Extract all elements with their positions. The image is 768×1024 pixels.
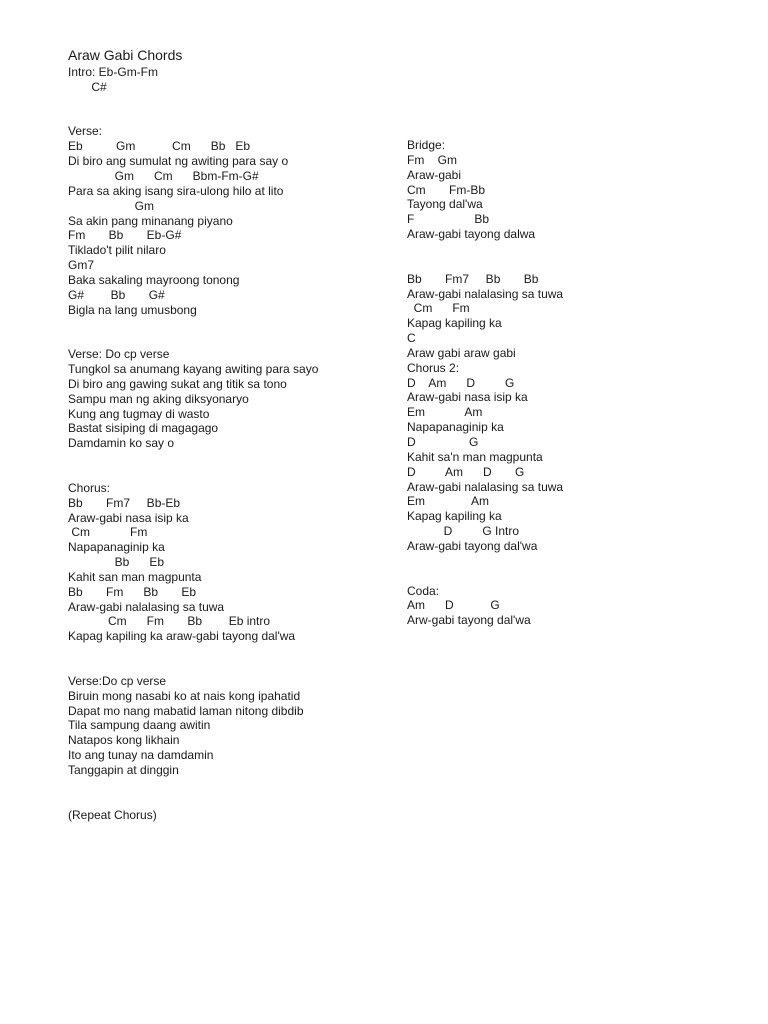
- lyric-line-left: Verse:Do cp verse: [68, 673, 167, 688]
- lyric-line-left: C#: [68, 79, 107, 94]
- lyric-line-left: (Repeat Chorus): [68, 807, 157, 822]
- lyric-line-left: Damdamin ko say o: [68, 436, 175, 451]
- lyric-line-right: Fm Gm: [407, 152, 457, 167]
- lyric-line-left: Bastat sisiping di magagago: [68, 421, 219, 436]
- lyric-line-right: Araw gabi araw gabi: [407, 345, 516, 360]
- lyric-line-left: Di biro ang sumulat ng awiting para say o: [68, 154, 289, 169]
- lyric-line-left: Ito ang tunay na damdamin: [68, 748, 214, 763]
- lyric-line-right: Coda:: [407, 583, 440, 598]
- lyric-line-left: G# Bb G#: [68, 287, 165, 302]
- lyric-line-left: Tungkol sa anumang kayang awiting para sayo: [68, 362, 319, 376]
- lyric-line-left: Bigla na lang umusbong: [68, 302, 197, 317]
- lyric-line-right: Kapag kapiling ka: [407, 509, 502, 524]
- lyric-line-left: Bb Fm7 Bb-Eb: [68, 495, 181, 510]
- lyric-line-right: Araw-gabi: [407, 167, 462, 182]
- lyric-line-right: Arw-gabi tayong dal'wa: [407, 613, 531, 628]
- lyric-line-left: Intro: Eb-Gm-Fm: [68, 65, 159, 79]
- lyric-line-right: D G: [407, 435, 479, 449]
- lyric-line-right: F Bb: [407, 212, 490, 227]
- lyric-line-right: Em Am: [407, 494, 490, 509]
- lyric-line-left: Kapag kapiling ka araw-gabi tayong dal'wa: [68, 629, 296, 644]
- lyric-line-left: Natapos kong likhain: [68, 733, 180, 748]
- lyric-line-left: Araw-gabi nasa isip ka: [68, 510, 189, 525]
- lyric-line-right: Araw-gabi tayong dalwa: [407, 227, 536, 242]
- lyric-line-left: Kahit san man magpunta: [68, 569, 202, 584]
- lyric-line-left: Gm7: [68, 258, 95, 273]
- lyric-line-left: Tiklado't pilit nilaro: [68, 243, 166, 258]
- lyric-line-right: Bb Fm7 Bb Bb: [407, 271, 539, 286]
- lyric-line-right: Kahit sa'n man magpunta: [407, 449, 543, 464]
- lyric-line-left: Tanggapin at dinggin: [68, 762, 179, 777]
- lyric-line-right: D Am D G: [407, 464, 525, 479]
- lyric-line-right: Kapag kapiling ka: [407, 316, 502, 331]
- lyric-line-right: D G Intro: [407, 524, 520, 539]
- lyric-line-right: Am D G: [407, 598, 500, 613]
- lyric-line-right: Chorus 2:: [407, 360, 460, 375]
- lyric-line-left: Sampu man ng aking diksyonaryo: [68, 391, 249, 406]
- lyric-line-left: Bb Eb: [68, 555, 165, 570]
- lyric-line-right: Araw-gabi nalalasing sa tuwa: [407, 479, 564, 494]
- lyric-line-right: Araw-gabi tayong dal'wa: [407, 538, 538, 553]
- lyric-line-right: Em Am: [407, 405, 483, 420]
- lyric-line-left: Baka sakaling mayroong tonong: [68, 272, 240, 287]
- lyric-line-left: Gm Cm Bbm-Fm-G#: [68, 168, 259, 183]
- lyric-line-right: D Am D G: [407, 375, 515, 390]
- lyric-line-left: Cm Fm Bb Eb intro: [68, 614, 271, 629]
- lyric-line-right: C: [407, 331, 416, 346]
- lyric-line-left: Tila sampung daang awitin: [68, 718, 211, 733]
- lyric-line-left: Eb Gm Cm Bb Eb: [68, 139, 251, 154]
- lyric-line-left: Di biro ang gawing sukat ang titik sa tono: [68, 376, 287, 391]
- page-title: Araw Gabi Chords: [68, 47, 183, 63]
- lyric-line-left: Biruin mong nasabi ko at nais kong ipahatid: [68, 688, 301, 703]
- lyric-line-left: Chorus:: [68, 480, 111, 495]
- lyric-line-right: Bridge:: [407, 138, 446, 152]
- lyric-line-left: Gm: [68, 198, 155, 213]
- lyric-line-left: Verse: Do cp verse: [68, 347, 170, 362]
- lyric-line-right: Cm Fm-Bb: [407, 182, 485, 197]
- lyric-line-left: Verse:: [68, 124, 103, 139]
- lyric-line-right: Tayong dal'wa: [407, 197, 483, 212]
- lyric-line-right: Araw-gabi nasa isip ka: [407, 390, 528, 405]
- lyric-line-left: Cm Fm: [68, 525, 148, 540]
- lyric-line-left: Fm Bb Eb-G#: [68, 228, 182, 243]
- lyric-line-left: Napapanaginip ka: [68, 540, 165, 555]
- lyric-line-left: Kung ang tugmay di wasto: [68, 406, 210, 421]
- lyric-line-right: Araw-gabi nalalasing sa tuwa: [407, 286, 564, 301]
- lyric-line-left: Bb Fm Bb Eb: [68, 584, 197, 599]
- lyric-line-left: Dapat mo nang mabatid laman nitong dibdib: [68, 703, 304, 718]
- lyric-line-left: Para sa aking isang sira-ulong hilo at lito: [68, 183, 284, 198]
- lyric-line-left: Araw-gabi nalalasing sa tuwa: [68, 599, 225, 614]
- lyric-line-right: Cm Fm: [407, 301, 470, 316]
- lyric-line-left: Sa akin pang minanang piyano: [68, 213, 233, 228]
- lyric-line-right: Napapanaginip ka: [407, 420, 504, 435]
